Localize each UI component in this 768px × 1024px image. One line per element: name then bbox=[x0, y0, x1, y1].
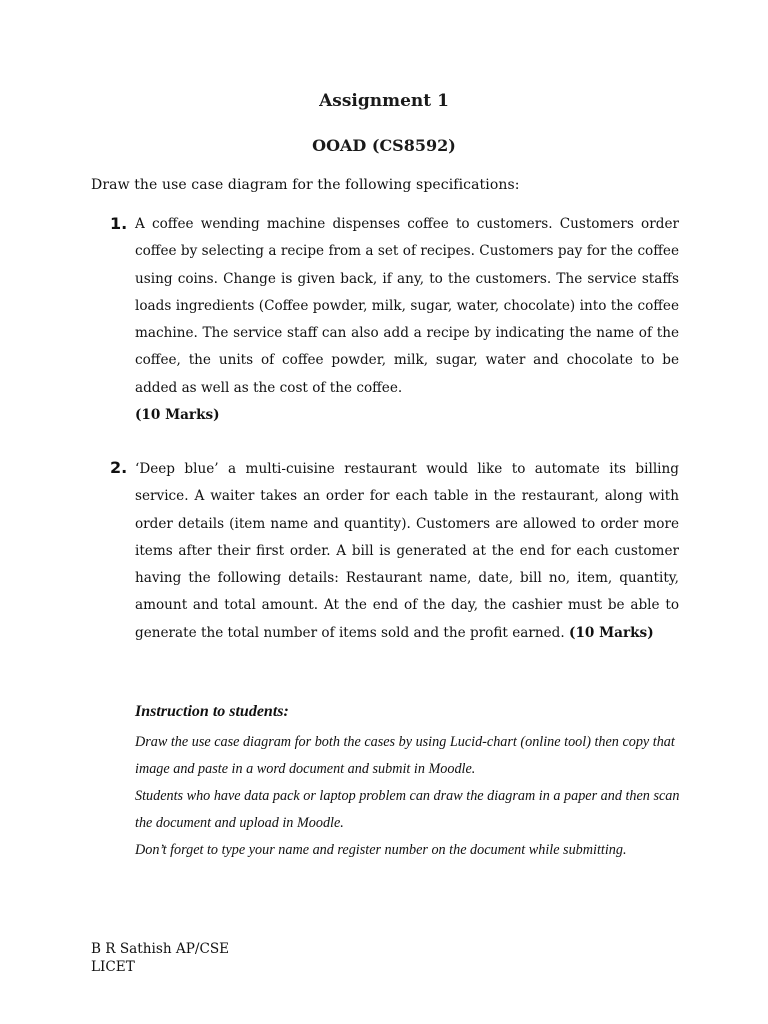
question-2-number: 2. bbox=[110, 458, 128, 477]
instruction-line: Draw the use case diagram for both the cases by using Lucid-chart (online tool) then copy that image and paste in a word document and submit in Moodle. bbox=[135, 734, 675, 777]
footer-institution: LICET bbox=[91, 959, 135, 975]
footer-author: B R Sathish AP/CSE bbox=[91, 941, 230, 957]
instructions-block bbox=[135, 729, 695, 864]
question-2-text bbox=[135, 456, 679, 647]
intro-text: Draw the use case diagram for the following specifications: bbox=[91, 177, 520, 193]
course-code-title: OOAD (CS8592) bbox=[312, 136, 456, 155]
instructions-heading: Instruction to students: bbox=[135, 703, 289, 720]
instruction-line: Students who have data pack or laptop problem can draw the diagram in a paper and then scan the document and upload in Moodle. bbox=[135, 788, 680, 831]
question-1-body: A coffee wending machine dispenses coffee to customers. Customers order coffee by selecting a recipe from a set of recipes. Customers pay for the coffee using coins. Change is given back, if any, to the customers. The service staffs loads ingredients (Coffee powder, milk, sugar, water, chocolate) into the coffee machine. The service staff can also add a recipe by indicating the name of the coffee, the units of coffee powder, milk, sugar, water and chocolate to be added as well as the cost of the coffee. bbox=[135, 216, 679, 396]
question-1-number: 1. bbox=[110, 214, 128, 233]
assignment-title: Assignment 1 bbox=[319, 91, 449, 111]
instruction-line: Don’t forget to type your name and register number on the document while submitting. bbox=[135, 842, 627, 858]
question-1-marks: (10 Marks) bbox=[135, 407, 220, 424]
question-2-body: ‘Deep blue’ a multi-cuisine restaurant would like to automate its billing service. A waiter takes an order for each table in the restaurant, along with order details (item name and quantity). Customers are allowed to order more items after their first order. A bill is generated at the end for each customer having the following details: Restaurant name, date, bill no, item, quantity, amount and total amount. At the end of the day, the cashier must be able to generate the total number of items sold and the profit earned. bbox=[135, 461, 679, 641]
question-1-text bbox=[135, 211, 679, 429]
question-2-marks: (10 Marks) bbox=[569, 624, 654, 641]
